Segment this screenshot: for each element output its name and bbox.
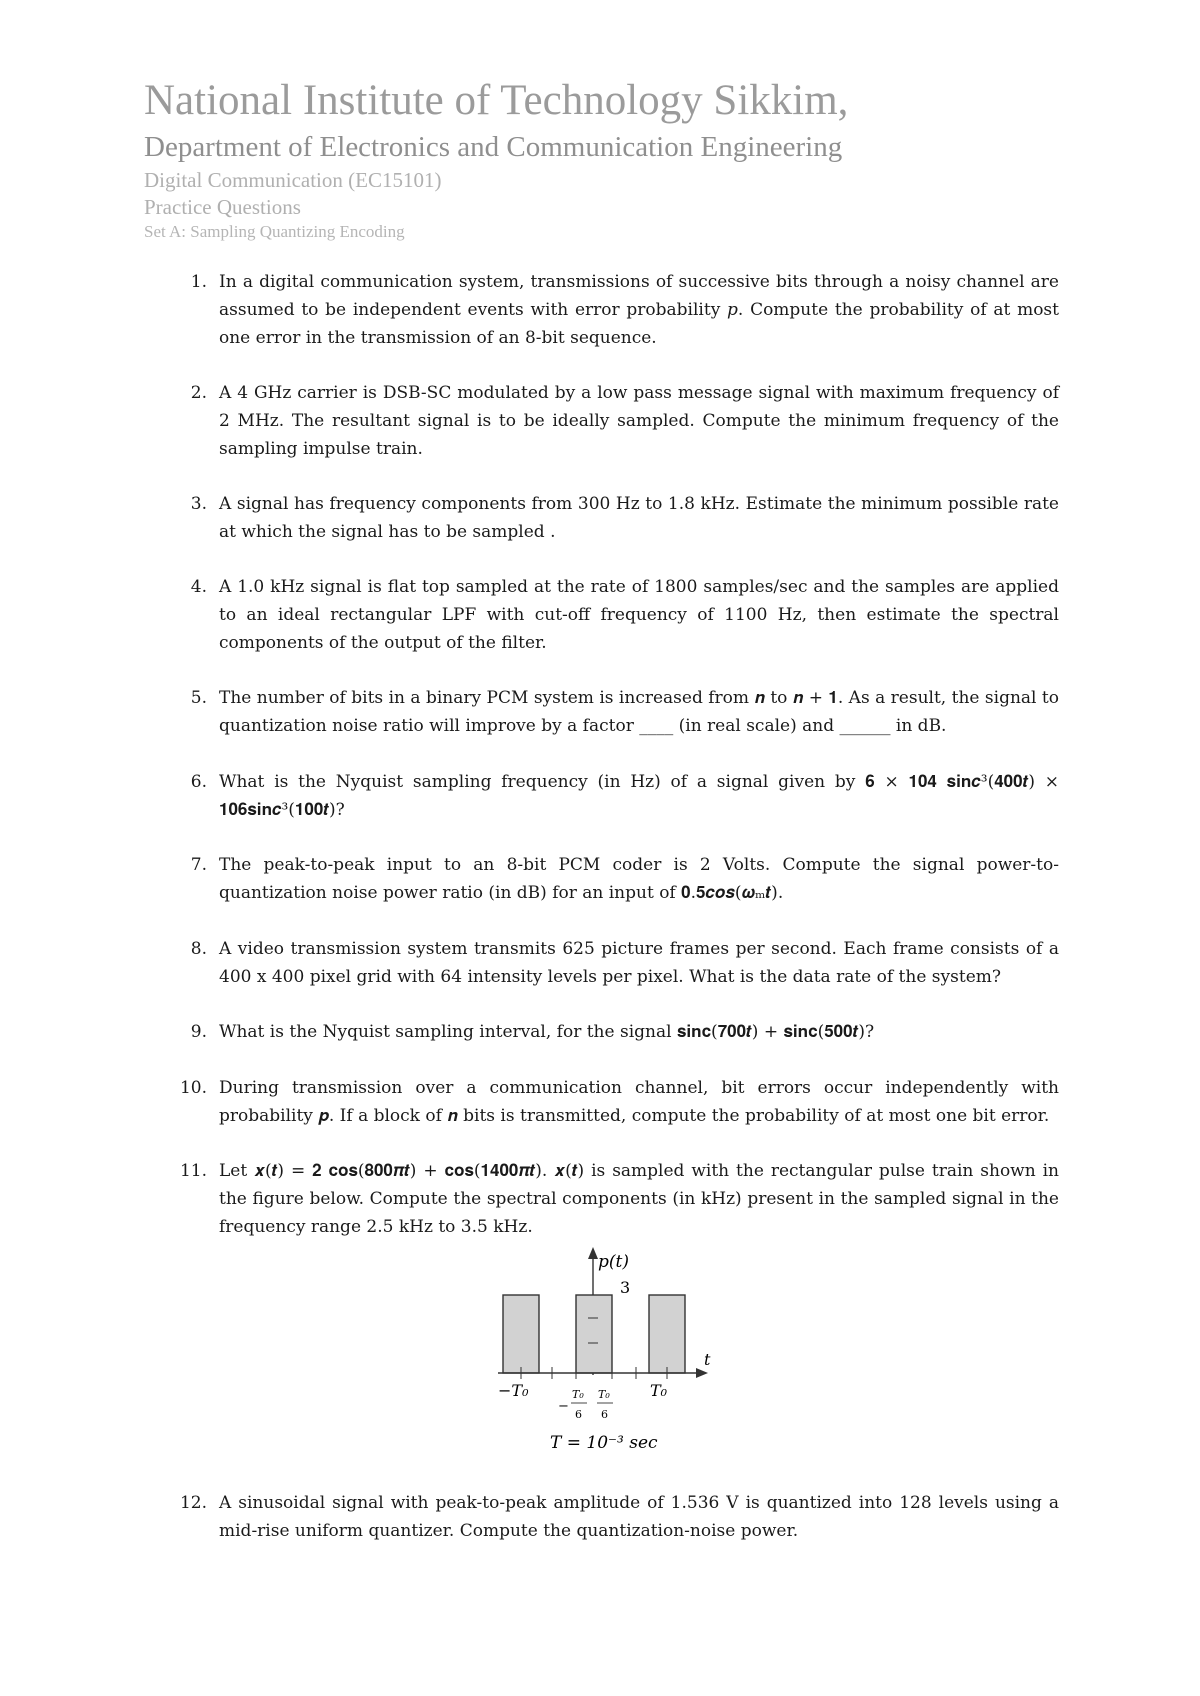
question-number: 8. [190, 939, 207, 959]
question-item [179, 1157, 1059, 1241]
question-item [190, 935, 1059, 991]
pos-t0-label: T₀ [650, 1381, 668, 1400]
pulse-train-figure [490, 1243, 720, 1458]
question-item [179, 1489, 1059, 1545]
question-number: 6. [190, 772, 207, 792]
question-number: 2. [190, 383, 207, 403]
question-item [190, 573, 1059, 657]
neg-t0-label: −T₀ [498, 1381, 529, 1400]
fraction-numerator-left: T₀ [572, 1388, 584, 1401]
institute-title: National Institute of Technology Sikkim, [144, 77, 849, 124]
pulse-left [503, 1295, 539, 1373]
question-number: 5. [190, 688, 207, 708]
question-text: During transmission over a communication channel, bit errors occur independently with probability 𝒑. If a block of 𝒏 bits is transmitted, compute the probability of at most one bit error. [219, 1078, 1059, 1126]
set-title: Set A: Sampling Quantizing Encoding [144, 222, 405, 241]
question-number: 10. [179, 1078, 207, 1098]
question-text: What is the Nyquist sampling frequency (in Hz) of a signal given by 𝟔 × 𝟏𝟎𝟒 𝐬𝐢𝐧𝒄³(𝟒𝟎𝟎𝒕) × 𝟏𝟎𝟔𝐬𝐢𝐧𝒄³(𝟏𝟎𝟎𝒕)? [219, 772, 1059, 820]
question-number: 9. [190, 1022, 207, 1042]
y-axis-arrow-icon [588, 1247, 598, 1259]
question-text: What is the Nyquist sampling interval, for the signal 𝐬𝐢𝐧𝐜(𝟕𝟎𝟎𝒕) + 𝐬𝐢𝐧𝐜(𝟓𝟎𝟎𝒕)? [219, 1022, 875, 1042]
document-type: Practice Questions [144, 195, 301, 219]
question-text: The peak-to-peak input to an 8-bit PCM coder is 2 Volts. Compute the signal power-to-quantization noise power ratio (in dB) for an input of 𝟎.𝟓𝒄𝒐𝒔(𝝎ₘ𝒕). [219, 855, 1059, 903]
question-item [190, 768, 1059, 824]
question-text: A sinusoidal signal with peak-to-peak amplitude of 1.536 V is quantized into 128 levels using a mid-rise uniform quantizer. Compute the quantization-noise power. [219, 1493, 1059, 1541]
question-text: A signal has frequency components from 300 Hz to 1.8 kHz. Estimate the minimum possible rate at which the signal has to be sampled . [219, 494, 1059, 542]
t-axis-label: t [704, 1350, 711, 1369]
t-axis-arrow-icon [696, 1368, 708, 1378]
question-text: A video transmission system transmits 625 picture frames per second. Each frame consists of a 400 x 400 pixel grid with 64 intensity levels per pixel. What is the data rate of the system? [219, 939, 1059, 987]
pulse-right [649, 1295, 685, 1373]
question-item [179, 1074, 1059, 1130]
question-number: 4. [190, 577, 207, 597]
course-title: Digital Communication (EC15101) [144, 168, 442, 192]
fraction-numerator-right: T₀ [598, 1388, 610, 1401]
question-item [190, 490, 1059, 546]
neg-fraction-sign: − [558, 1399, 569, 1414]
question-item [190, 851, 1059, 907]
department-title: Department of Electronics and Communication Engineering [144, 131, 843, 163]
y-axis-label: p(t) [598, 1252, 629, 1272]
question-text: Let 𝒙(𝒕) = 𝟐 𝐜𝐨𝐬(𝟖𝟎𝟎𝝅𝒕) + 𝐜𝐨𝐬(𝟏𝟒𝟎𝟎𝝅𝒕). 𝒙(𝒕) is sampled with the rectangular pulse train shown in the figure below. Compute the spectral components (in kHz) present in the sampled signal in the frequency range 2.5 kHz to 3.5 kHz. [219, 1161, 1059, 1237]
question-number: 12. [179, 1493, 207, 1513]
question-item [190, 1018, 1059, 1046]
question-item [190, 379, 1059, 463]
question-number: 3. [190, 494, 207, 514]
fraction-denominator-left: 6 [575, 1408, 582, 1421]
amplitude-label: 3 [620, 1278, 631, 1297]
question-text: The number of bits in a binary PCM system is increased from 𝒏 to 𝒏 + 𝟏. As a result, the signal to quantization noise ratio will improve by a factor ____ (in real scale) and ______ in dB. [219, 688, 1059, 736]
question-item [190, 268, 1059, 352]
question-number: 11. [179, 1161, 207, 1181]
question-number: 7. [190, 855, 207, 875]
question-text: In a digital communication system, transmissions of successive bits through a noisy channel are assumed to be independent events with error probability 𝑝. Compute the probability of at most one error in the transmission of an 8-bit sequence. [219, 272, 1059, 348]
question-text: A 4 GHz carrier is DSB-SC modulated by a low pass message signal with maximum frequency of 2 MHz. The resultant signal is to be ideally sampled. Compute the minimum frequency of the sampling impulse train. [219, 383, 1059, 459]
pulse-center [576, 1295, 612, 1373]
question-item [190, 684, 1059, 740]
question-number: 1. [190, 272, 207, 292]
fraction-denominator-right: 6 [601, 1408, 608, 1421]
figure-caption: T = 10⁻³ sec [550, 1433, 658, 1453]
question-text: A 1.0 kHz signal is flat top sampled at the rate of 1800 samples/sec and the samples are applied to an ideal rectangular LPF with cut-off frequency of 1100 Hz, then estimate the spectral components of the output of the filter. [219, 577, 1059, 653]
